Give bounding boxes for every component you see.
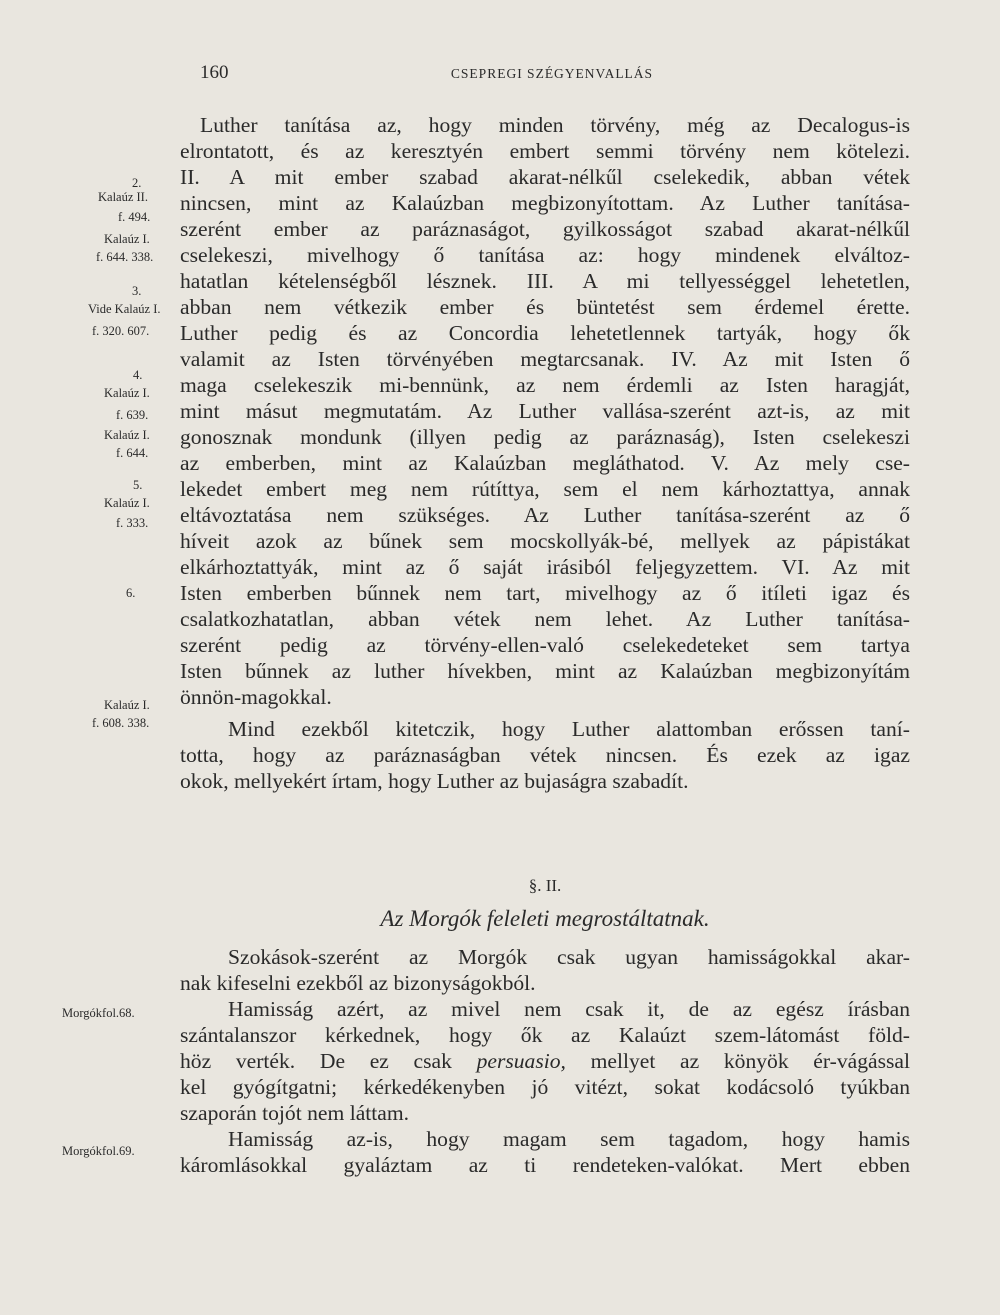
text-line: szerént pedig az törvény-ellen-való cselekedeteket sem tartya [180,633,910,657]
margin-note-kalauz-1: Kalaúz I. [104,496,150,510]
margin-note-morgok-69: Morgókfol.69. [62,1144,135,1158]
text-line: káromlásokkal gyaláztam az ti rendeteken-valókat. Mert ebben [180,1153,910,1177]
margin-note-4: 4. [133,368,143,382]
margin-note-folio: f. 639. [116,408,149,422]
margin-note-morgok-68: Morgókfol.68. [62,1006,135,1020]
text-line: elkárhoztattyák, mint az ő saját irásiból feljegyzettem. VI. Az mit [180,555,910,579]
text-line: elrontatott, és az keresztyén embert semmi törvény nem kötelezi. [180,139,910,163]
margin-note-kalauz-1: Kalaúz I. [104,386,150,400]
margin-note-folio: f. 644. 338. [96,250,154,264]
text-line: abban nem vétkezik ember és büntetést sem érdemel érette. [180,295,910,319]
margin-note-folio: f. 333. [116,516,149,530]
text-fragment: mellyet az könyök ér-vágással [565,1049,910,1073]
text-line: lekedet embert meg nem rútíttya, sem el nem kárhoztattya, annak [180,477,910,501]
text-line: gonosznak mondunk (illyen pedig az paráznaság), Isten cselekeszi [180,425,910,449]
text-line: Isten emberben bűnnek nem tart, mivelhogy az ő itíleti igaz és [180,581,910,605]
margin-note-folio: f. 644. [116,446,149,460]
margin-note-kalauz-1: Kalaúz I. [104,232,150,246]
text-line: eltávoztatása nem szükséges. Az Luther tanítása-szerént az ő [180,503,910,527]
margin-note-kalauz-1: Kalaúz I. [104,428,150,442]
paragraph [180,1126,910,1178]
paragraph [180,944,910,996]
text-line: Mind ezekből kitetczik, hogy Luther alattomban erőssen taní- [228,717,910,741]
margin-note-kalauz-2: Kalaúz II. [98,190,148,204]
text-line: szerént ember az paráznaságot, gyilkosságot szabad akarat-nélkűl [180,217,910,241]
section-text-block [180,944,910,1178]
text-line: Hamisság azért, az mivel nem csak it, de az egész írásban [228,997,910,1021]
paragraph [180,716,910,794]
text-line: nak kifeselni ezekből az bizonyságokból. [180,971,536,995]
text-line: nincsen, mint az Kalaúzban megbizonyítottam. Az Luther tanítása- [180,191,910,215]
text-line: mint másut megmutatám. Az Luther vallása-szerént azt-is, az mit [180,399,910,423]
running-head: CSEPREGI SZÉGYENVALLÁS [450,66,654,81]
page-header [0,62,1000,92]
margin-note-2: 2. [132,176,142,190]
text-line: cselekeszi, mivelhogy ő tanítása az: hogy mindenek elváltoz- [180,243,910,267]
margin-note-folio: f. 494. [118,210,151,224]
margin-note-vide-kalauz: Vide Kalaúz I. [88,302,161,316]
text-line: Szokások-szerént az Morgók csak ugyan hamisságokkal akar- [228,945,910,969]
text-line: híveit azok az bűnek sem mocskollyák-bé, mellyek az pápistákat [180,529,910,553]
margin-note-6: 6. [126,586,136,600]
text-fragment: höz verték. De ez csak [180,1049,452,1073]
text-line: Luther pedig és az Concordia lehetetlennek tartyák, hogy ők [180,321,910,345]
text-line: Hamisság az-is, hogy magam sem tagadom, hogy hamis [228,1127,910,1151]
text-line: okok, mellyekért írtam, hogy Luther az bujaságra szabadít. [180,769,689,793]
page-number: 160 [200,62,229,83]
text-line: II. A mit ember szabad akarat-nélkűl cselekedik, abban vétek [180,165,910,189]
text-line: szaporán tojót nem láttam. [180,1101,410,1125]
text-line: csalatkozhatatlan, abban vétek nem lehet. Az Luther tanítása- [180,607,910,631]
text-line: önnön-magokkal. [180,685,332,709]
section-number: §. II. [528,876,562,895]
text-line-with-italic [180,1048,910,1074]
text-line: szántalanszor kérkednek, hogy ők az Kalaúzt szem-látomást föld- [180,1023,910,1047]
margin-note-kalauz-1: Kalaúz I. [104,698,150,712]
margin-note-folio: f. 608. 338. [92,716,150,730]
paragraph [180,112,910,710]
text-line: valamit az Isten törvényében megtarcsanak. IV. Az mit Isten ő [180,347,910,371]
margin-note-folio: f. 320. 607. [92,324,150,338]
text-line: Isten bűnnek az luther hívekben, mint az Kalaúzban megbizonyítám [180,659,910,683]
text-line: az emberben, mint az Kalaúzban megláthatod. V. Az mely cse- [180,451,910,475]
text-line: kel gyógítgatni; kérkedékenyben jó vitézt, sokat kodácsoló tyúkban [180,1075,910,1099]
italic-term: persuasio, [476,1049,566,1073]
main-text-block [180,112,910,794]
paragraph [180,996,910,1126]
text-line: maga cselekeszik mi-bennünk, az nem érdemli az Isten haragját, [180,373,910,397]
margin-note-5: 5. [133,478,143,492]
margin-note-3: 3. [132,284,142,298]
text-line: hatatlan kételenségből lésznek. III. A mi tellyességgel lehetetlen, [180,269,910,293]
section-title: Az Morgók feleleti megrostáltatnak. [380,906,710,931]
text-line: totta, hogy az paráznaságban vétek nincsen. És ezek az igaz [180,743,910,767]
text-line: Luther tanítása az, hogy minden törvény, még az Decalogus-is [200,113,910,137]
